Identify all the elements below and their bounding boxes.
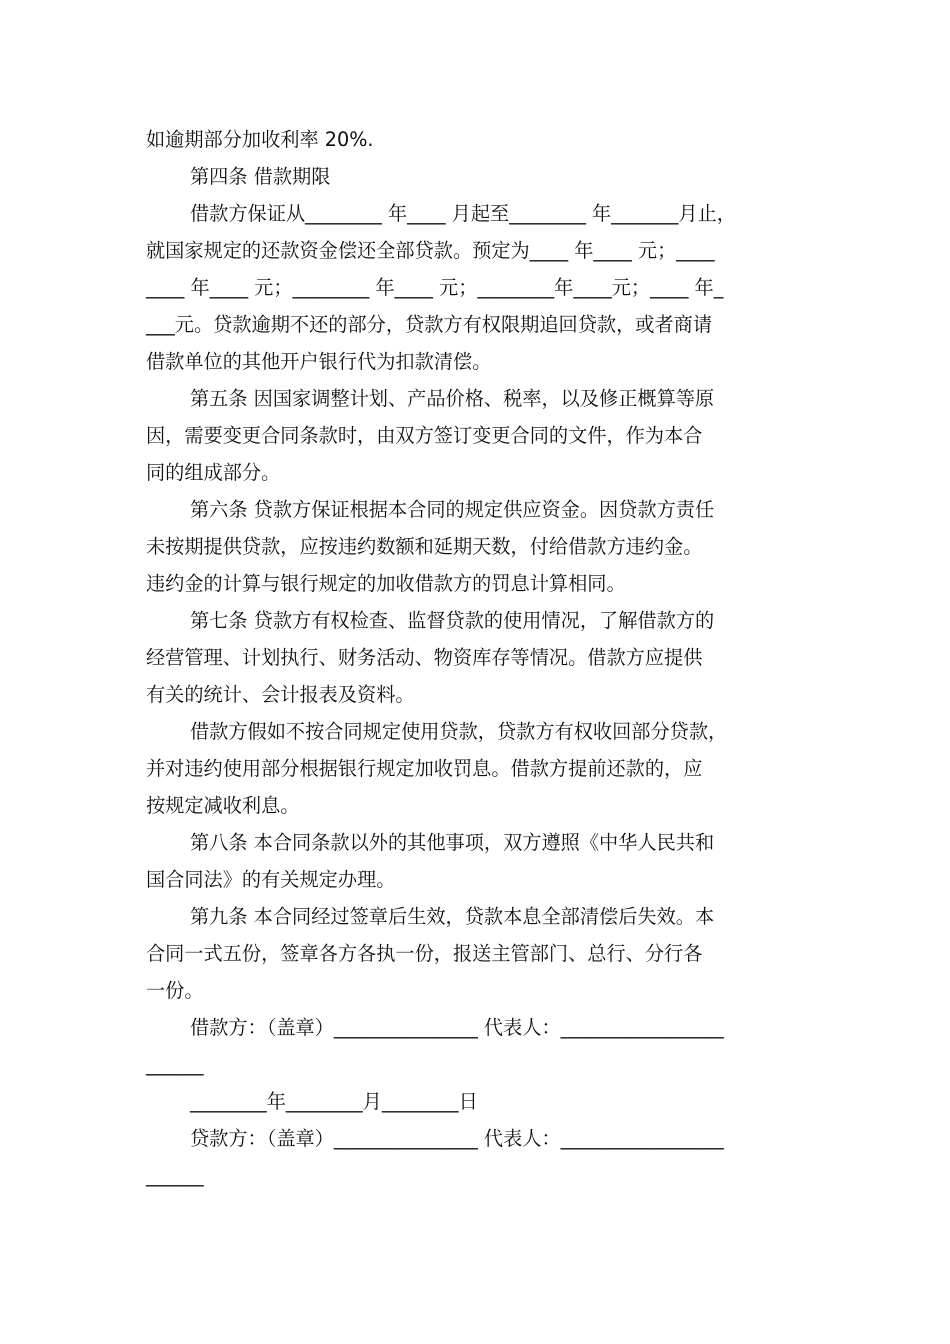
article-6-line-3: 违约金的计算与银行规定的加收借款方的罚息计算相同。 <box>146 572 626 595</box>
paragraph-misuse-line-2: 并对违约使用部分根据银行规定加收罚息。借款方提前还款的，应 <box>146 757 703 780</box>
document-page <box>146 121 808 1194</box>
article-6-line-1: 第六条 贷款方保证根据本合同的规定供应资金。因贷款方责任 <box>190 498 715 521</box>
article-7-line-3: 有关的统计、会计报表及资料。 <box>146 683 415 706</box>
text-line-3: 借款方保证从________ 年____ 月起至________ 年_______月止， <box>190 202 736 225</box>
borrower-signature-continuation: ______ <box>146 1053 204 1076</box>
text-line-6: ___元。贷款逾期不还的部分，贷款方有权限期追回贷款，或者商请 <box>146 313 713 336</box>
article-5-line-1: 第五条 因国家调整计划、产品价格、税率，以及修正概算等原 <box>190 387 715 410</box>
lender-signature-line: 贷款方：（盖章）_______________ 代表人：_________________ <box>190 1127 724 1150</box>
article-9-line-2: 合同一式五份，签章各方各执一份，报送主管部门、总行、分行各 <box>146 942 703 965</box>
text-line-5: ____ 年____ 元；________ 年____ 元；________年____元；____ 年_ <box>146 276 724 299</box>
article-5-line-3: 同的组成部分。 <box>146 461 281 484</box>
article-4-heading: 第四条 借款期限 <box>190 165 331 188</box>
article-5-line-2: 因，需要变更合同条款时，由双方签订变更合同的文件，作为本合 <box>146 424 703 447</box>
article-8-line-1: 第八条 本合同条款以外的其他事项，双方遵照《中华人民共和 <box>190 831 715 854</box>
article-9-line-3: 一份。 <box>146 979 204 1002</box>
date-line: ________年________月________日 <box>190 1090 478 1113</box>
article-7-line-1: 第七条 贷款方有权检查、监督贷款的使用情况，了解借款方的 <box>190 609 715 632</box>
article-7-line-2: 经营管理、计划执行、财务活动、物资库存等情况。借款方应提供 <box>146 646 703 669</box>
paragraph-misuse-line-3: 按规定减收利息。 <box>146 794 300 817</box>
paragraph-misuse-line-1: 借款方假如不按合同规定使用贷款，贷款方有权收回部分贷款， <box>190 720 728 743</box>
article-6-line-2: 未按期提供贷款，应按违约数额和延期天数，付给借款方违约金。 <box>146 535 703 558</box>
lender-signature-continuation: ______ <box>146 1164 204 1187</box>
text-line-7: 借款单位的其他开户银行代为扣款清偿。 <box>146 350 492 373</box>
text-line-1: 如逾期部分加收利率 20%. <box>146 128 374 151</box>
borrower-signature-line: 借款方：（盖章）_______________ 代表人：_________________ <box>190 1016 724 1039</box>
article-8-line-2: 国合同法》的有关规定办理。 <box>146 868 396 891</box>
text-line-4: 就国家规定的还款资金偿还全部贷款。预定为____ 年____ 元；____ <box>146 239 715 262</box>
article-9-line-1: 第九条 本合同经过签章后生效，贷款本息全部清偿后失效。本 <box>190 905 715 928</box>
